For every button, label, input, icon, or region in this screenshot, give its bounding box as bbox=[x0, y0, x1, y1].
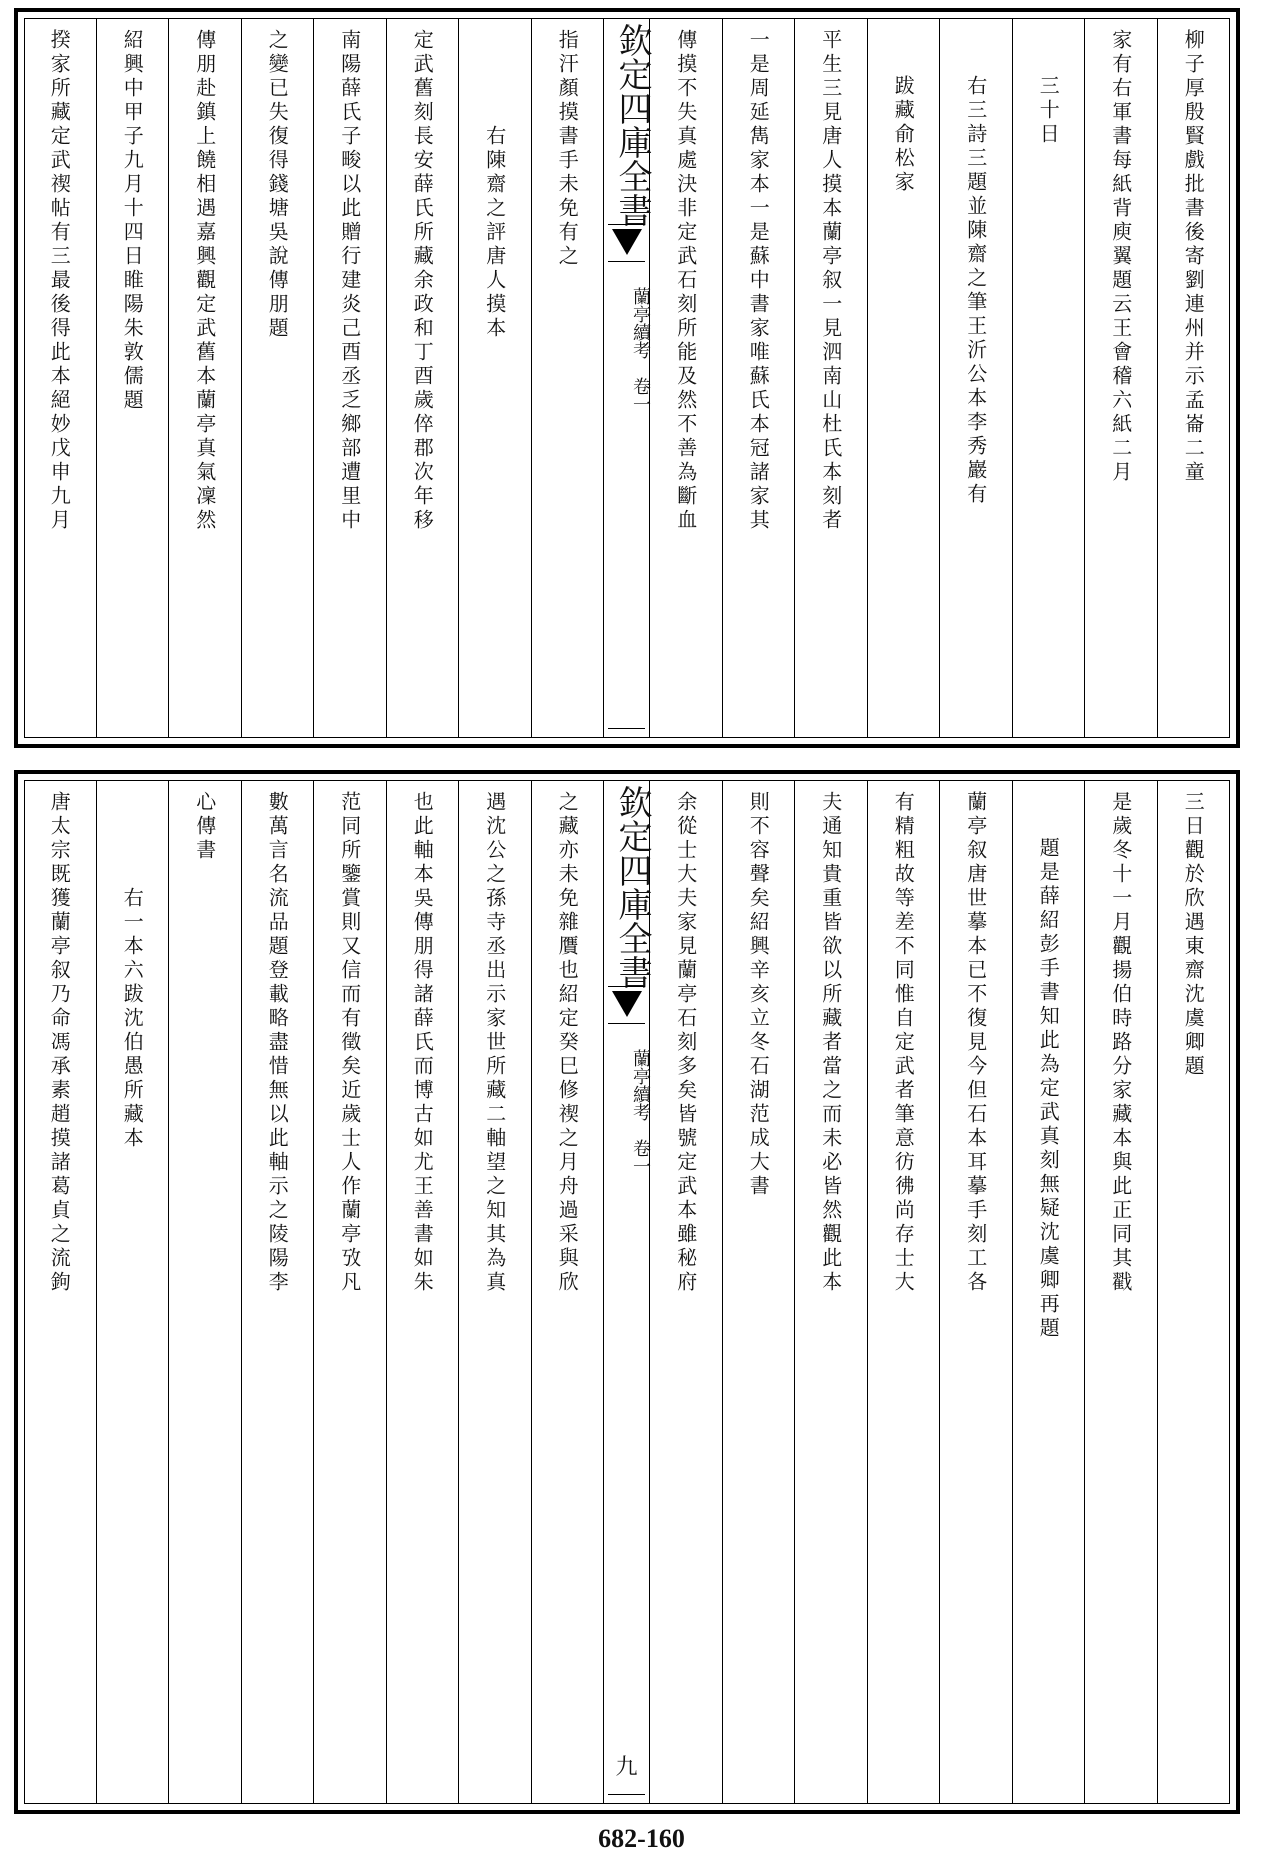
text-column bbox=[313, 19, 386, 737]
text-column bbox=[96, 781, 169, 1803]
text-column bbox=[867, 19, 940, 737]
column-text: 右陳齋之評唐人摸本 bbox=[482, 125, 507, 341]
section-title: 蘭亭續考 bbox=[630, 1049, 651, 1121]
text-column bbox=[168, 781, 241, 1803]
text-column bbox=[531, 19, 604, 737]
column-text: 之變已失復得錢塘吳說傳朋題 bbox=[265, 29, 290, 341]
book-title: 欽定四庫全書 bbox=[612, 23, 652, 227]
text-column bbox=[939, 19, 1012, 737]
text-column bbox=[1012, 19, 1085, 737]
column-text: 揆家所藏定武禊帖有三最後得此本絕妙戊申九月 bbox=[47, 29, 72, 533]
text-column bbox=[939, 781, 1012, 1803]
text-column bbox=[1157, 19, 1230, 737]
column-text: 范同所鑒賞則又信而有徵矣近歲士人作蘭亭攷凡 bbox=[337, 791, 362, 1295]
text-column bbox=[313, 781, 386, 1803]
volume-label: 卷一 bbox=[630, 377, 651, 413]
column-text: 心傳書 bbox=[192, 791, 217, 863]
column-text: 傳朋赴鎮上饒相遇嘉興觀定武舊本蘭亭真氣凜然 bbox=[192, 29, 217, 533]
section-label bbox=[604, 287, 649, 413]
column-text: 定武舊刻長安薛氏所藏余政和丁酉歲倅郡次年移 bbox=[410, 29, 435, 533]
text-column bbox=[1084, 19, 1157, 737]
column-text: 遇沈公之孫寺丞出示家世所藏二軸望之知其為真 bbox=[482, 791, 507, 1295]
column-text: 指汗顏摸書手未免有之 bbox=[555, 29, 580, 269]
column-text: 數萬言名流品題登載略盡惜無以此軸示之陵陽李 bbox=[265, 791, 290, 1295]
column-text: 有精粗故等差不同惟自定武者筆意彷彿尚存士大 bbox=[891, 791, 916, 1295]
column-text: 南陽薛氏子畯以此贈行建炎己酉丞乏鄉部遭里中 bbox=[337, 29, 362, 533]
page-number: 九 bbox=[615, 1755, 638, 1780]
text-column bbox=[23, 19, 96, 737]
margin-rule bbox=[608, 728, 645, 729]
text-column bbox=[96, 19, 169, 737]
text-column bbox=[1157, 781, 1230, 1803]
text-column bbox=[458, 19, 531, 737]
column-text: 柳子厚殷賢戲批書後寄劉連州并示孟崙二童 bbox=[1181, 29, 1206, 485]
section-title: 蘭亭續考 bbox=[630, 287, 651, 359]
volume-label: 卷一 bbox=[630, 1139, 651, 1175]
text-column bbox=[241, 781, 314, 1803]
fish-tail-ornament-icon bbox=[608, 986, 645, 1024]
text-column bbox=[649, 19, 722, 737]
column-text: 一是周延雋家本一是蘇中書家唯蘇氏本冠諸家其 bbox=[746, 29, 771, 533]
column-text: 家有右軍書每紙背庾翼題云王會稽六紙二月 bbox=[1108, 29, 1133, 485]
column-text: 唐太宗既獲蘭亭叙乃命馮承素趙摸諸葛貞之流鉤 bbox=[47, 791, 72, 1295]
top-page-panel bbox=[14, 8, 1240, 748]
text-column bbox=[168, 19, 241, 737]
bottom-page-columns bbox=[24, 780, 1230, 1804]
column-text: 也此軸本吳傳朋得諸薛氏而博古如尤王善書如朱 bbox=[410, 791, 435, 1295]
column-text: 夫通知貴重皆欲以所藏者當之而未必皆然觀此本 bbox=[818, 791, 843, 1295]
column-text: 跋藏俞松家 bbox=[891, 75, 916, 195]
text-column bbox=[458, 781, 531, 1803]
text-column bbox=[722, 781, 795, 1803]
column-text: 是歲冬十一月觀揚伯時路分家藏本與此正同其戳 bbox=[1108, 791, 1133, 1295]
column-text: 題是薛紹彭手書知此為定武真刻無疑沈虞卿再題 bbox=[1036, 837, 1061, 1341]
text-column bbox=[531, 781, 604, 1803]
column-text: 傳摸不失真處決非定武石刻所能及然不善為斷血 bbox=[673, 29, 698, 533]
text-column bbox=[23, 781, 96, 1803]
column-text: 右一本六跋沈伯愚所藏本 bbox=[120, 887, 145, 1151]
column-text: 右三詩三題並陳齋之筆王沂公本李秀巖有 bbox=[963, 75, 988, 507]
text-column bbox=[386, 19, 459, 737]
book-title: 欽定四庫全書 bbox=[612, 785, 652, 989]
column-text: 蘭亭叙唐世摹本已不復見今但石本耳摹手刻工各 bbox=[963, 791, 988, 1295]
centre-fold-margin bbox=[603, 781, 652, 1803]
column-text: 之藏亦未免雜贋也紹定癸巳修禊之月舟過采與欣 bbox=[555, 791, 580, 1295]
top-page-columns bbox=[24, 18, 1230, 738]
column-text: 則不容聲矣紹興辛亥立冬石湖范成大書 bbox=[746, 791, 771, 1199]
text-column bbox=[794, 781, 867, 1803]
text-column bbox=[867, 781, 940, 1803]
centre-fold-margin bbox=[603, 19, 652, 737]
text-column bbox=[649, 781, 722, 1803]
text-column bbox=[722, 19, 795, 737]
margin-rule bbox=[608, 1794, 645, 1795]
column-text: 三日觀於欣遇東齋沈虞卿題 bbox=[1181, 791, 1206, 1079]
text-column bbox=[386, 781, 459, 1803]
column-text: 余從士大夫家見蘭亭石刻多矣皆號定武本雖秘府 bbox=[673, 791, 698, 1295]
bottom-page-panel bbox=[14, 770, 1240, 1814]
fish-tail-ornament-icon bbox=[608, 224, 645, 262]
column-text: 三十日 bbox=[1036, 75, 1061, 147]
text-column bbox=[794, 19, 867, 737]
text-column bbox=[241, 19, 314, 737]
text-column bbox=[1012, 781, 1085, 1803]
column-text: 平生三見唐人摸本蘭亭叙一見泗南山杜氏本刻者 bbox=[818, 29, 843, 533]
section-label bbox=[604, 1049, 649, 1175]
column-text: 紹興中甲子九月十四日睢陽朱敦儒題 bbox=[120, 29, 145, 413]
text-column bbox=[1084, 781, 1157, 1803]
page-reference: 682-160 bbox=[598, 1824, 685, 1853]
